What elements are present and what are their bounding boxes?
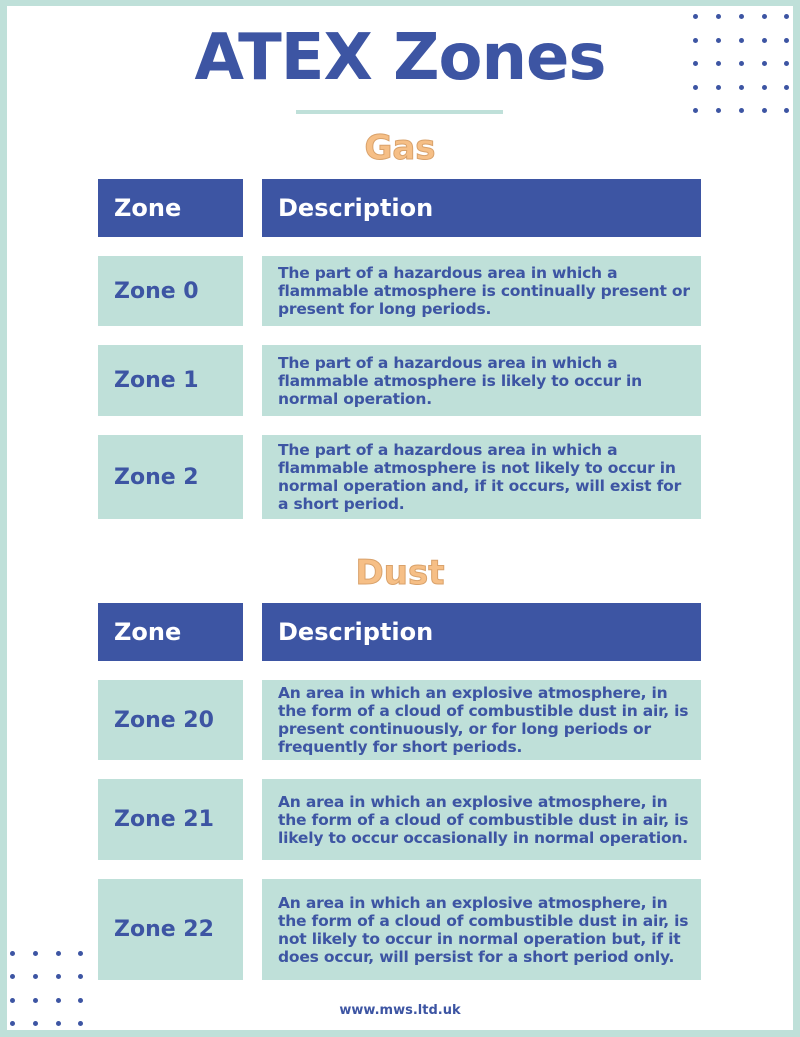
- zone-label: Zone 20: [114, 707, 214, 733]
- header-label: Zone: [114, 194, 182, 222]
- dust-description-cell: [262, 779, 701, 860]
- gas-zone-cell: [98, 435, 243, 519]
- website-link[interactable]: www.mws.ltd.uk: [339, 1003, 461, 1018]
- zone-description: An area in which an explosive atmosphere, in the form of a cloud of combustible dust in air, is not likely to occur in normal operation but, if it does occur, will persist for a short period only.: [278, 893, 689, 966]
- dust-description-cell: [262, 680, 701, 760]
- gas-zone-cell: [98, 345, 243, 416]
- zone-label: Zone 22: [114, 917, 214, 942]
- gas-description-cell: [262, 345, 701, 416]
- title-divider: [296, 110, 503, 114]
- dust-zone-cell: [98, 879, 243, 980]
- zone-label: Zone 0: [114, 278, 199, 304]
- gas-header-zone: [98, 179, 243, 237]
- gas-zone-cell: [98, 256, 243, 326]
- dust-zone-cell: [98, 779, 243, 860]
- dust-zone-cell: [98, 680, 243, 760]
- zone-label: Zone 2: [114, 464, 199, 490]
- zone-description: The part of a hazardous area in which a flammable atmosphere is not likely to occur in normal operation and, if it occurs, will exist for a short period.: [278, 441, 682, 513]
- dust-header-zone: [98, 603, 243, 661]
- header-label: Description: [278, 618, 434, 646]
- zone-label: Zone 1: [114, 368, 199, 393]
- gas-description-cell: [262, 256, 701, 326]
- gas-section-heading: Gas: [364, 128, 436, 168]
- zone-description: An area in which an explosive atmosphere, in the form of a cloud of combustible dust in air, is likely to occur occasionally in normal operation.: [278, 792, 689, 847]
- zone-description: An area in which an explosive atmosphere, in the form of a cloud of combustible dust in air, is present continuously, or for long periods or frequently for short periods.: [278, 684, 689, 756]
- zone-label: Zone 21: [114, 807, 214, 832]
- page-title: ATEX Zones: [194, 21, 606, 95]
- header-label: Zone: [114, 618, 182, 646]
- header-label: Description: [278, 194, 434, 222]
- gas-description-cell: [262, 435, 701, 519]
- gas-header-description: [262, 179, 701, 237]
- dust-section-heading: Dust: [355, 553, 445, 593]
- dust-header-description: [262, 603, 701, 661]
- zone-description: The part of a hazardous area in which a flammable atmosphere is likely to occur in normal operation.: [278, 353, 642, 408]
- dust-description-cell: [262, 879, 701, 980]
- zone-description: The part of a hazardous area in which a flammable atmosphere is continually present or present for long periods.: [278, 264, 690, 318]
